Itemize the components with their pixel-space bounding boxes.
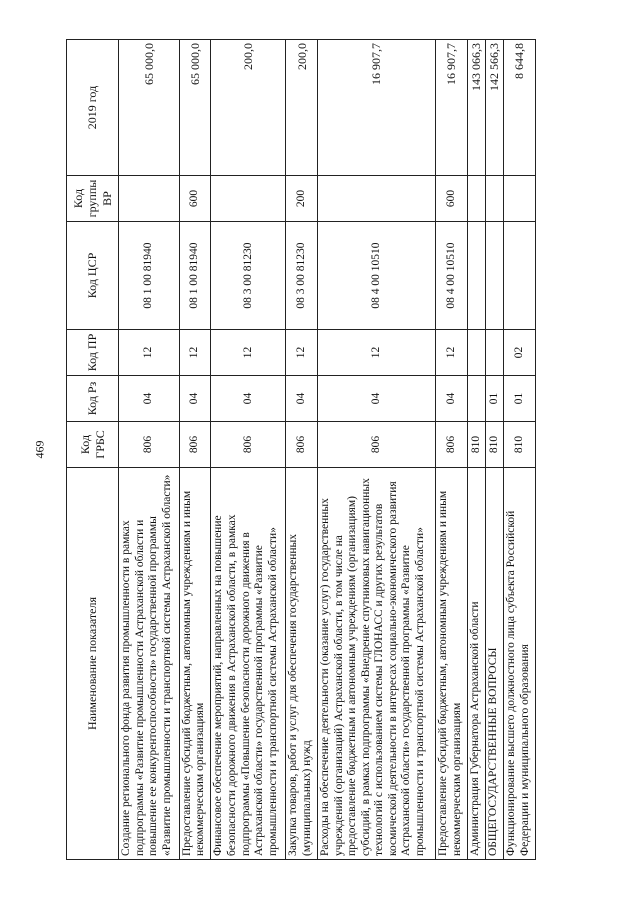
- header-vr: Код группы ВР: [67, 176, 119, 222]
- row-name: Расходы на обеспечение деятельности (оказание услуг) государственных учреждений (организаций) Астраханской области, в том числе на предоставление бюджетным и автономным учреждениям (организациям) субсидий, в рамках подпрограммы «Внедрение спутниковых навигационных технологий с использованием системы ГЛОНАСС и других результатов космической деятельности в интересах социально-экономического развития Астраханской области» государственной программы «Развитие промышленности и транспортной системы Астраханской области»: [318, 468, 436, 860]
- row-grbs: 810: [467, 422, 485, 468]
- row-pr: [467, 330, 485, 376]
- header-csr: Код ЦСР: [67, 222, 119, 330]
- row-pr: 12: [286, 330, 318, 376]
- table-row: [504, 40, 536, 860]
- row-amount: 65 000,0: [179, 40, 211, 176]
- row-grbs: 806: [179, 422, 211, 468]
- row-grbs: 810: [485, 422, 503, 468]
- header-year: 2019 год: [67, 40, 119, 176]
- table-row: [318, 40, 436, 860]
- row-name: Предоставление субсидий бюджетным, автономным учреждениям и иным некоммерческим организациям: [435, 468, 467, 860]
- table-row: [119, 40, 180, 860]
- row-grbs: 810: [504, 422, 536, 468]
- row-pr: 12: [179, 330, 211, 376]
- row-csr: 08 3 00 81230: [286, 222, 318, 330]
- row-csr: [485, 222, 503, 330]
- row-csr: 08 1 00 81940: [119, 222, 180, 330]
- row-name: Функционирование высшего должностного лица субъекта Российской Федерации и муниципального образования: [504, 468, 536, 860]
- row-vr: [467, 176, 485, 222]
- row-amount: 142 566,3: [485, 40, 503, 176]
- row-amount: 8 644,8: [504, 40, 536, 176]
- row-csr: 08 3 00 81230: [211, 222, 286, 330]
- row-vr: [211, 176, 286, 222]
- row-rz: 04: [211, 376, 286, 422]
- row-rz: [467, 376, 485, 422]
- row-grbs: 806: [119, 422, 180, 468]
- page-number: 469: [32, 440, 47, 459]
- row-grbs: 806: [211, 422, 286, 468]
- table-row: [467, 40, 485, 860]
- row-pr: [485, 330, 503, 376]
- row-name: Финансовое обеспечение мероприятий, направленных на повышение безопасности дорожного движения в Астраханской области, в рамках подпрограммы «Повышение безопасности дорожного движения в Астраханской области» государственной программы «Развитие промышленности и транспортной системы Астраханской области»: [211, 468, 286, 860]
- table-row: [211, 40, 286, 860]
- header-pr: Код ПР: [67, 330, 119, 376]
- row-csr: 08 1 00 81940: [179, 222, 211, 330]
- row-vr: 600: [179, 176, 211, 222]
- row-amount: 16 907,7: [435, 40, 467, 176]
- row-name: Закупка товаров, работ и услуг для обеспечения государственных (муниципальных) нужд: [286, 468, 318, 860]
- row-csr: 08 4 00 10510: [318, 222, 436, 330]
- row-csr: 08 4 00 10510: [435, 222, 467, 330]
- row-name: ОБЩЕГОСУДАРСТВЕННЫЕ ВОПРОСЫ: [485, 468, 503, 860]
- row-rz: 01: [504, 376, 536, 422]
- table-header-row: [67, 40, 119, 860]
- row-rz: 01: [485, 376, 503, 422]
- row-vr: [119, 176, 180, 222]
- row-name: Администрация Губернатора Астраханской области: [467, 468, 485, 860]
- row-amount: 200,0: [211, 40, 286, 176]
- row-csr: [467, 222, 485, 330]
- row-amount: 200,0: [286, 40, 318, 176]
- row-vr: [485, 176, 503, 222]
- row-pr: 12: [119, 330, 180, 376]
- budget-table: [66, 39, 536, 860]
- row-pr: 12: [211, 330, 286, 376]
- row-rz: 04: [119, 376, 180, 422]
- header-rz: Код Рз: [67, 376, 119, 422]
- row-vr: [504, 176, 536, 222]
- row-rz: 04: [318, 376, 436, 422]
- row-amount: 65 000,0: [119, 40, 180, 176]
- row-csr: [504, 222, 536, 330]
- header-grbs: Код ГРБС: [67, 422, 119, 468]
- rotated-table-container: [66, 40, 536, 860]
- table-row: [485, 40, 503, 860]
- row-rz: 04: [286, 376, 318, 422]
- row-pr: 12: [435, 330, 467, 376]
- row-amount: 143 066,3: [467, 40, 485, 176]
- row-grbs: 806: [286, 422, 318, 468]
- row-amount: 16 907,7: [318, 40, 436, 176]
- table-row: [286, 40, 318, 860]
- row-grbs: 806: [435, 422, 467, 468]
- header-name: Наименование показателя: [67, 468, 119, 860]
- row-vr: 200: [286, 176, 318, 222]
- table-row: [179, 40, 211, 860]
- row-vr: 600: [435, 176, 467, 222]
- row-grbs: 806: [318, 422, 436, 468]
- row-name: Предоставление субсидий бюджетным, автономным учреждениям и иным некоммерческим организациям: [179, 468, 211, 860]
- row-name: Создание регионального фонда развития промышленности в рамках подпрограммы «Развитие промышленности Астраханской области и повышение ее конкурентоспособности» государственной программы «Развитие промышленности и транспортной системы Астраханской области»: [119, 468, 180, 860]
- row-pr: 02: [504, 330, 536, 376]
- row-vr: [318, 176, 436, 222]
- table-row: [435, 40, 467, 860]
- row-rz: 04: [435, 376, 467, 422]
- row-rz: 04: [179, 376, 211, 422]
- row-pr: 12: [318, 330, 436, 376]
